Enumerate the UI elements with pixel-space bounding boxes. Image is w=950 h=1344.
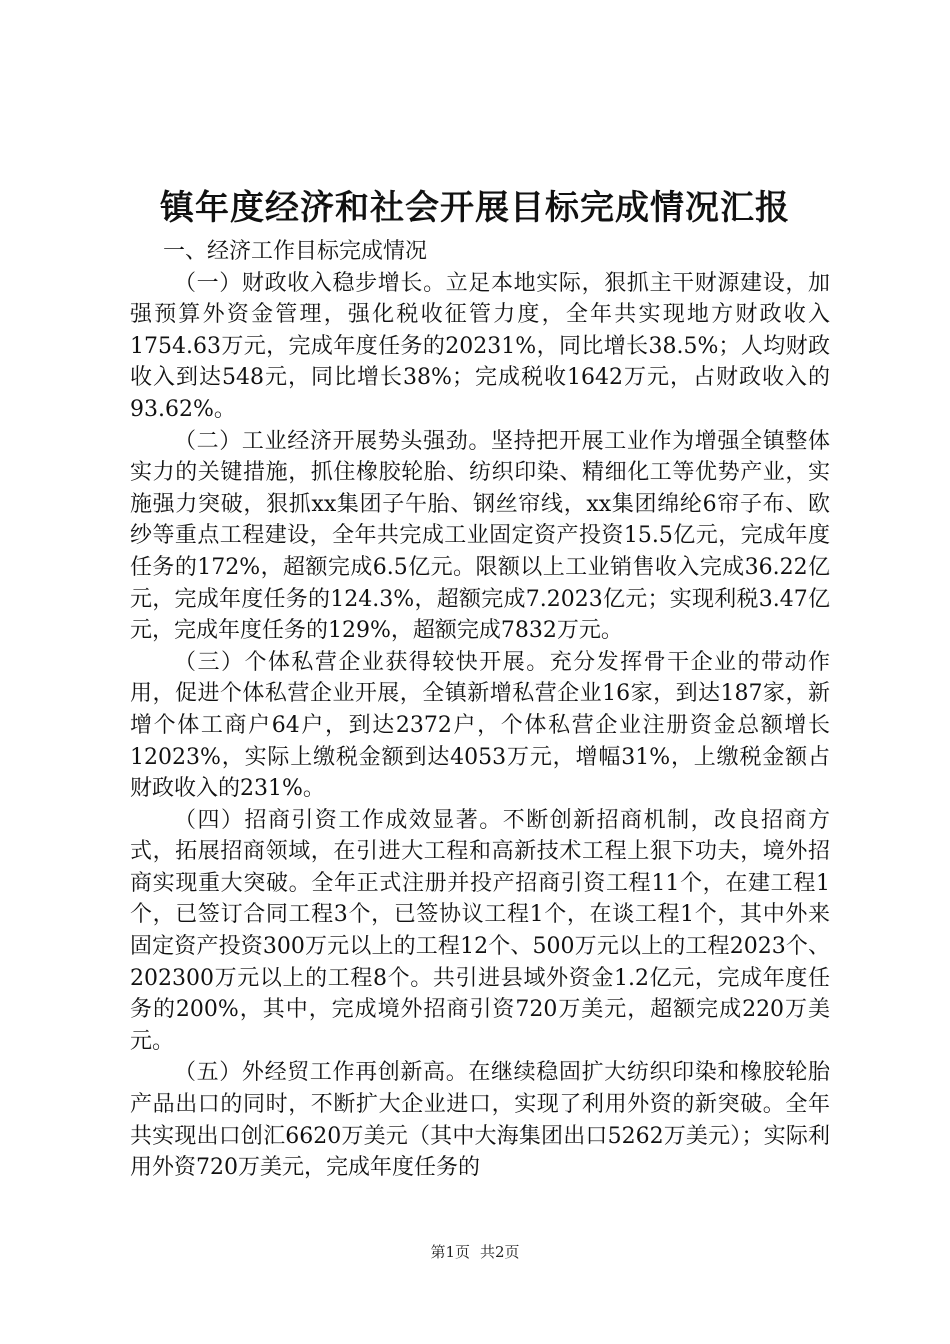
page-number-current: 第1页 — [430, 1243, 470, 1261]
document-title: 镇年度经济和社会开展目标完成情况汇报 — [160, 188, 790, 228]
page-number-total: 共2页 — [480, 1243, 520, 1261]
paragraph-investment-attraction: （四）招商引资工作成效显著。不断创新招商机制，改良招商方式，拓展招商领域，在引进大工程和高新技术工程上狠下功夫，境外招商实现重大突破。全年正式注册并投产招商引资工程11个，在建工程1个，已签订合同工程3个，已签协议工程1个，在谈工程1个，其中外来固定资产投资300万元以上的工程12个、500万元以上的工程2023个、202300万元以上的工程8个。共引进县域外资金1.2亿元，完成年度任务的200%，其中，完成境外招商引资720万美元，超额完成220万美元。 — [130, 807, 830, 1054]
section-heading: 一、经济工作目标完成情况 — [163, 239, 428, 264]
paragraph-industrial-economy: （二）工业经济开展势头强劲。坚持把开展工业作为增强全镇整体实力的关键措施，抓住橡胶轮胎、纺织印染、精细化工等优势产业，实施强力突破，狠抓xx集团子午胎、钢丝帘线，xx集团绵纶6帘子布、欧纱等重点工程建设，全年共完成工业固定资产投资15.5亿元，完成年度任务的172%，超额完成6.5亿元。限额以上工业销售收入完成36.22亿元，完成年度任务的124.3%，超额完成7.2023亿元；实现利税3.47亿元，完成年度任务的129%，超额完成7832万元。 — [130, 428, 830, 644]
paragraph-foreign-trade: （五）外经贸工作再创新高。在继续稳固扩大纺织印染和橡胶轮胎产品出口的同时，不断扩大企业进口，实现了利用外资的新突破。全年共实现出口创汇6620万美元（其中大海集团出口5262万美元）；实际利用外资720万美元，完成年度任务的 — [130, 1060, 830, 1181]
page-footer — [0, 1242, 950, 1262]
document-body — [130, 236, 830, 1184]
paragraph-fiscal-revenue: （一）财政收入稳步增长。立足本地实际，狠抓主干财源建设，加强预算外资金管理，强化税收征管力度，全年共实现地方财政收入1754.63万元，完成年度任务的20231%，同比增长38.5%；人均财政收入到达548元，同比增长38%；完成税收1642万元，占财政收入的93.62%。 — [130, 270, 830, 422]
paragraph-private-enterprise: （三）个体私营企业获得较快开展。充分发挥骨干企业的带动作用，促进个体私营企业开展，全镇新增私营企业16家，到达187家，新增个体工商户64户，到达2372户，个体私营企业注册资金总额增长12023%，实际上缴税金额到达4053万元，增幅31%，上缴税金额占财政收入的231%。 — [130, 649, 830, 802]
